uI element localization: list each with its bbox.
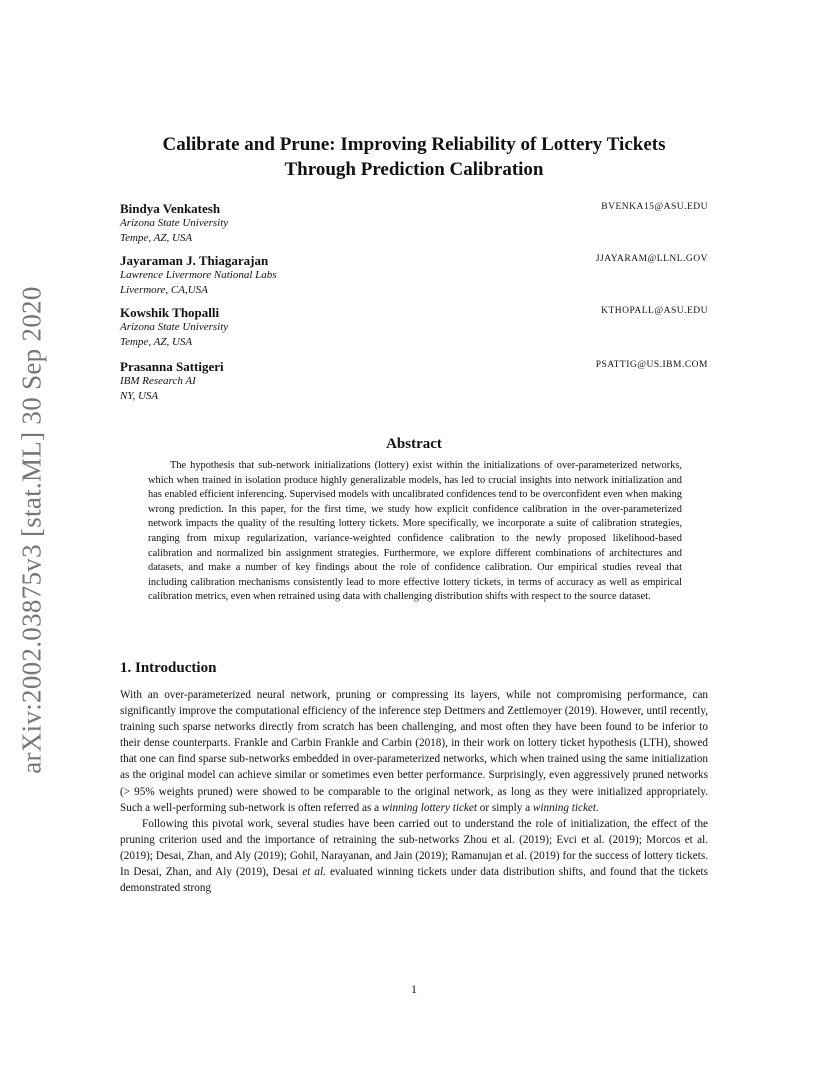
title-line-2: Through Prediction Calibration xyxy=(284,159,544,180)
paragraph-text: or simply a xyxy=(476,801,533,814)
author-email[interactable]: PSATTIG@US.IBM.COM xyxy=(595,360,708,370)
author-affiliation: IBM Research AI xyxy=(120,375,196,387)
author-affiliation: Arizona State University xyxy=(120,217,229,229)
author-location: Tempe, AZ, USA xyxy=(120,232,193,244)
author-email[interactable]: KTHOPALL@ASU.EDU xyxy=(601,306,708,316)
page-number: 1 xyxy=(411,982,417,996)
author-name: Kowshik Thopalli xyxy=(120,305,220,320)
arxiv-identifier-text: arXiv:2002.03875v3 [stat.ML] 30 Sep 2020 xyxy=(16,286,47,774)
abstract-text: The hypothesis that sub-network initializations (lottery) exist within the initializations of over-parameterized networks, which when trained in isolation produce highly generalizable models, has led to crucial insights into network initialization and has enabled efficient inferencing. Supervised models with uncalibrated confidences tend to be overconfident even when making wrong prediction. In this paper, for the first time, we study how explicit confidence calibration in the over-parameterized network impacts the quality of the resulting lottery tickets. More specifically, we incorporate a suite of calibration strategies, ranging from mixup regularization, variance-weighted confidence calibration to the newly proposed likelihood-based calibration and normalized bin assignment strategies. Furthermore, we explore different combinations of architectures and datasets, and make a number of key findings about the role of confidence calibration. Our empirical studies reveal that including calibration mechanisms consistently lead to more effective lottery tickets, in terms of accuracy as well as empirical calibration metrics, even when retrained using data with challenging distribution shifts with respect to the source dataset. xyxy=(148,460,682,603)
author-block xyxy=(120,359,708,404)
author-name: Bindya Venkatesh xyxy=(120,201,221,216)
paragraph xyxy=(120,687,708,816)
author-location: Tempe, AZ, USA xyxy=(120,336,193,348)
emphasis-text: winning ticket xyxy=(532,801,596,814)
section-heading-introduction: 1. Introduction xyxy=(120,660,217,676)
author-affiliation: Arizona State University xyxy=(120,321,229,333)
author-name: Prasanna Sattigeri xyxy=(120,359,224,374)
emphasis-text: winning lottery ticket xyxy=(381,801,477,814)
title-line-1: Calibrate and Prune: Improving Reliability of Lottery Tickets xyxy=(162,134,666,155)
author-location: Livermore, CA,USA xyxy=(120,284,208,296)
author-email[interactable]: JJAYARAM@LLNL.GOV xyxy=(595,254,708,264)
author-block xyxy=(120,253,708,298)
arxiv-identifier xyxy=(2,286,62,774)
emphasis-text: et al. xyxy=(302,866,326,879)
paragraph xyxy=(120,816,708,896)
introduction-body xyxy=(120,687,708,896)
author-affiliation: Lawrence Livermore National Labs xyxy=(120,269,277,281)
paragraph-text: evaluated winning tickets under data distribution shifts, and found that the tickets demonstrated strong xyxy=(120,866,708,895)
paper-title xyxy=(120,132,708,182)
author-block xyxy=(120,201,708,246)
paragraph-text: With an over-parameterized neural network, pruning or compressing its layers, while not compromising performance, can significantly improve the computational efficiency of the inference step Dettmers and Zettlemoyer (2019). However, until recently, training such sparse networks directly from scratch has been challenging, and most often they have been found to be inferior to their dense counterparts. Frankle and Carbin Frankle and Carbin (2018), in their work on lottery ticket hypothesis (LTH), showed that one can find sparse sub-networks embedded in over-parameterized networks, which when trained using the same initialization as the original model can achieve similar or sometimes even better performance. Surprisingly, even aggressively pruned networks (> 95% weights pruned) were showed to be comparable to the original network, as long as they were initialized appropriately. Such a well-performing sub-network is often referred as a xyxy=(120,689,708,814)
author-block xyxy=(120,305,708,350)
author-email[interactable]: BVENKA15@ASU.EDU xyxy=(601,202,708,212)
author-name: Jayaraman J. Thiagarajan xyxy=(120,253,269,268)
paragraph-text: . xyxy=(595,801,599,814)
abstract-heading: Abstract xyxy=(386,436,442,452)
paragraph-text: Following this pivotal work, several studies have been carried out to understand the role of initialization, the effect of the pruning criterion used and the importance of retraining the sub-networks Zhou et al. (2019); Evci et al. (2019); Morcos et al. (2019); Desai, Zhan, and Aly (2019); Gohil, Narayanan, and Jain (2019); Ramanujan et al. (2019) for the success of lottery tickets. In Desai, Zhan, and Aly (2019), Desai xyxy=(120,817,708,879)
author-location: NY, USA xyxy=(120,390,159,402)
